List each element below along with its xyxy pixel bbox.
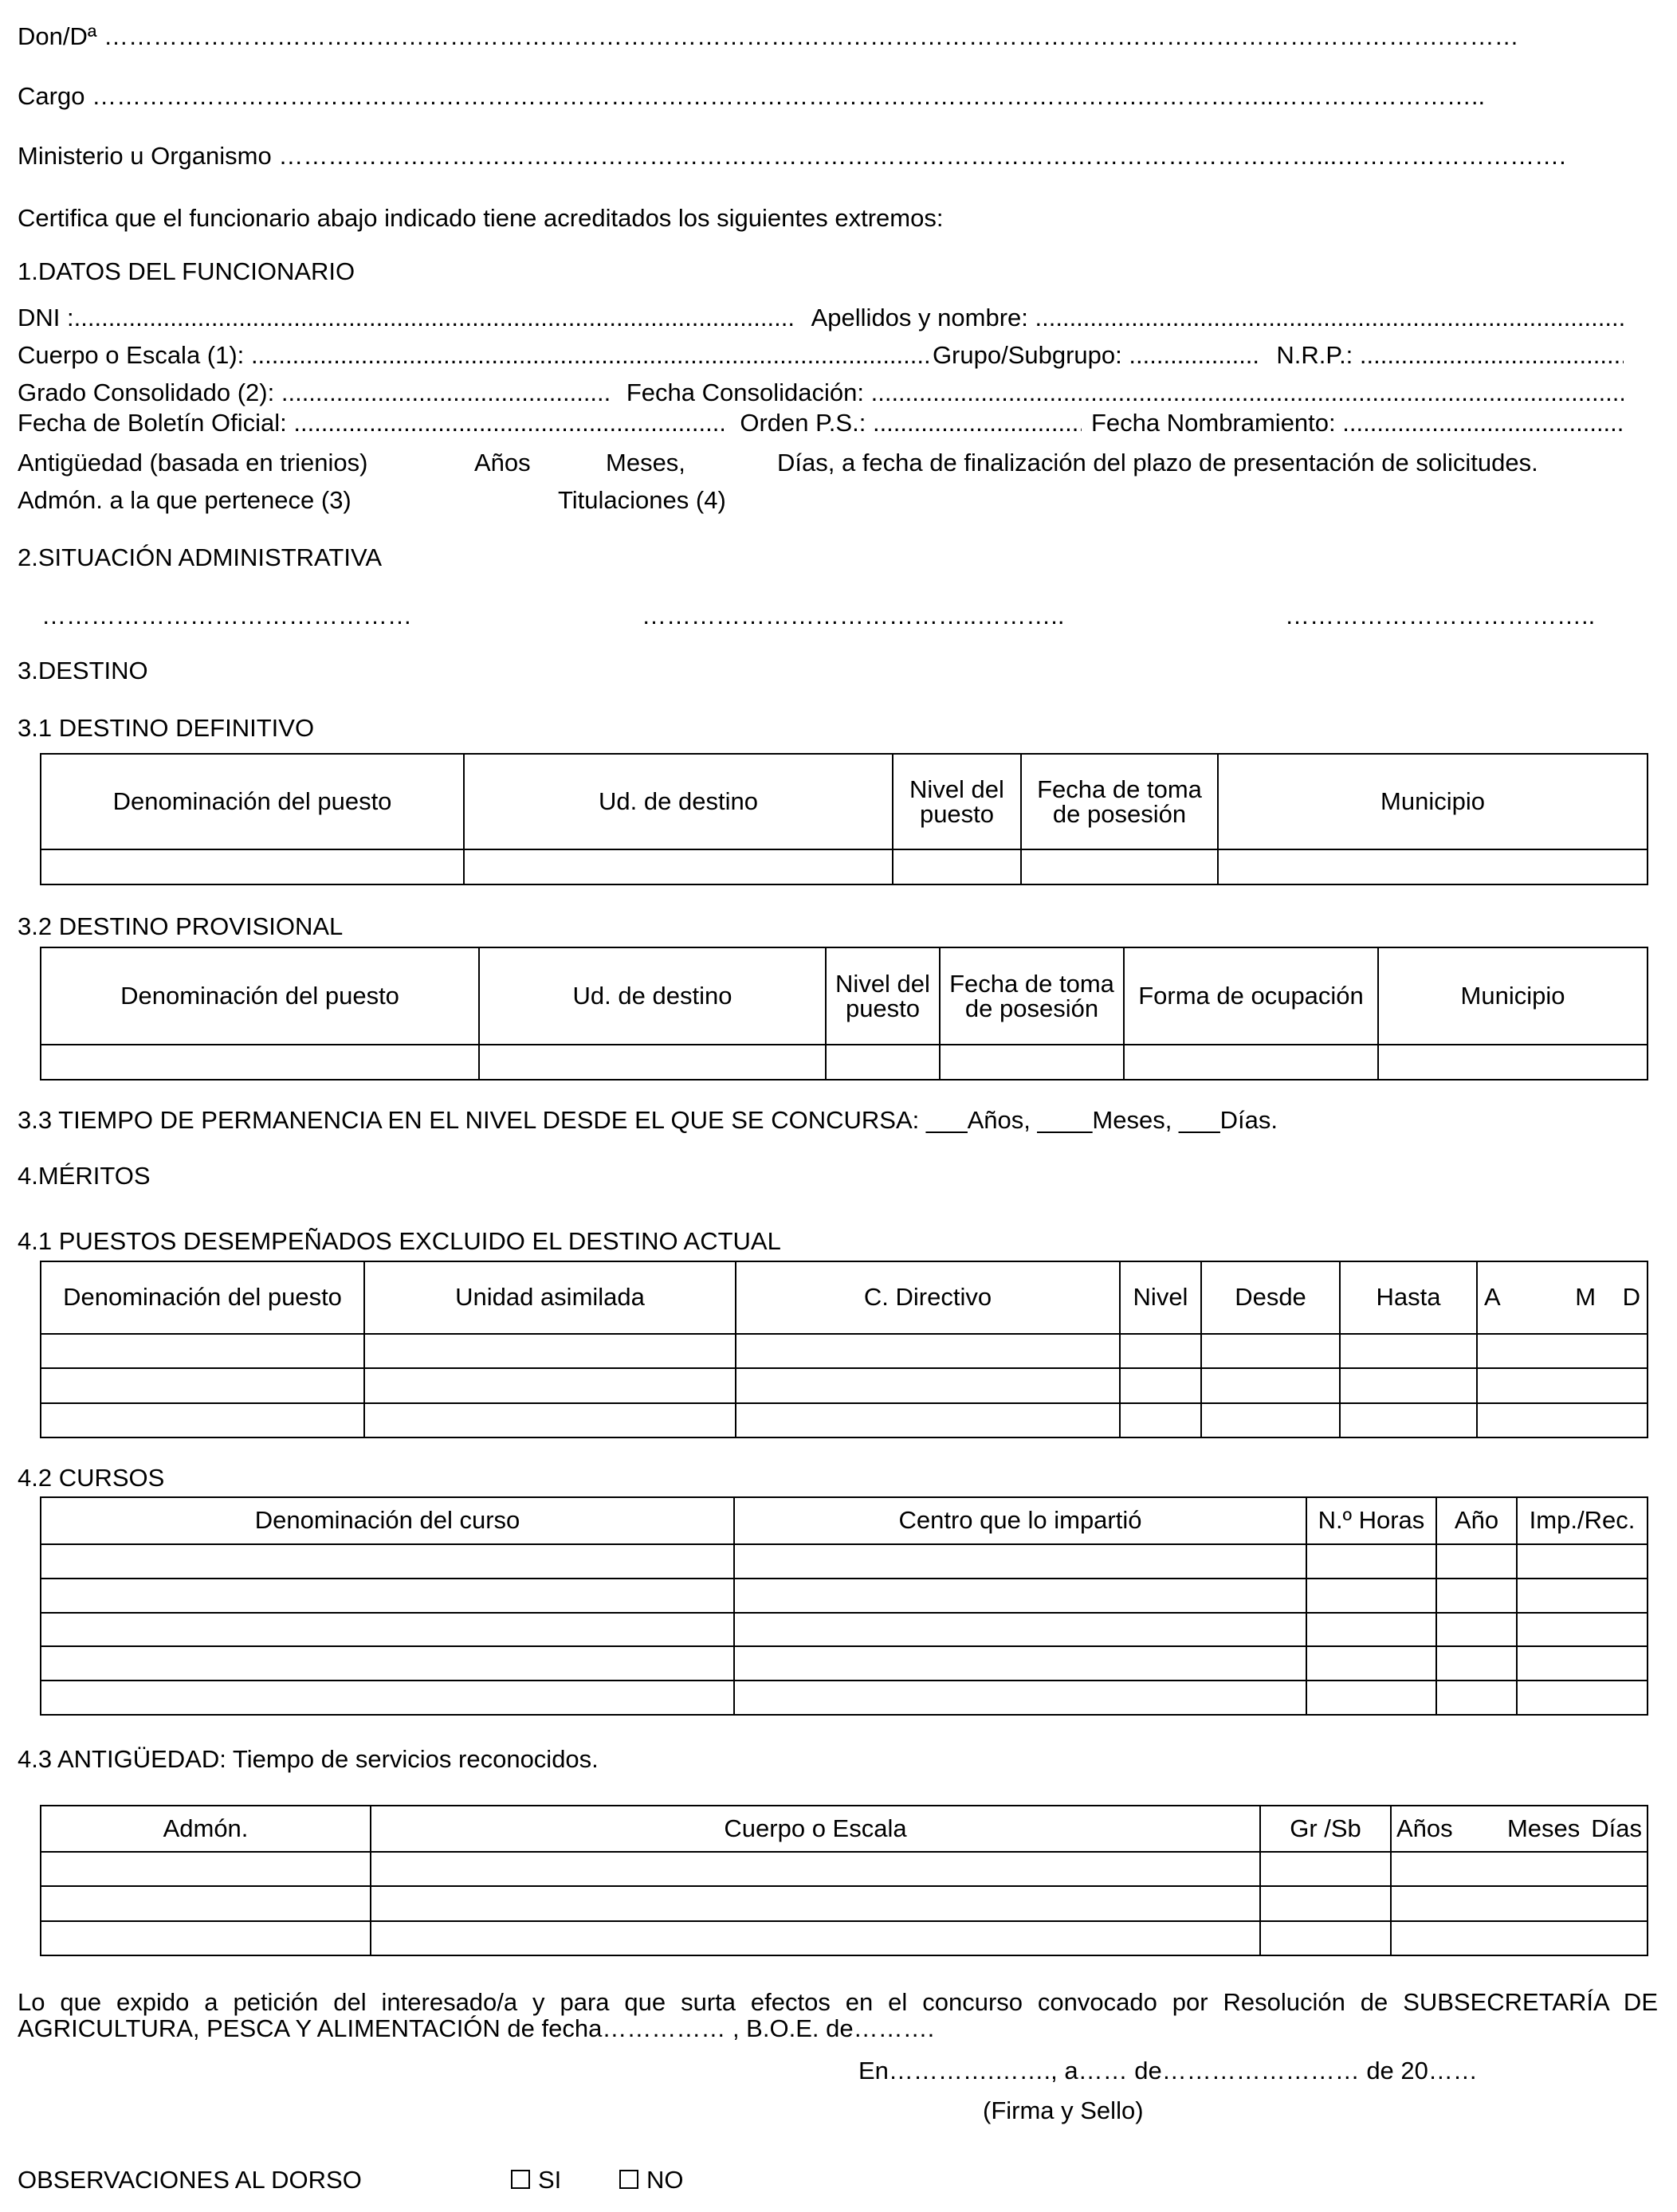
meses-label: Meses, <box>606 449 685 477</box>
header-anos-meses-dias <box>1391 1806 1648 1852</box>
header-fecha-toma: Fecha de toma de posesión <box>1021 754 1218 849</box>
table-row[interactable] <box>41 1544 1648 1579</box>
section3-title: 3.DESTINO <box>18 657 148 684</box>
ministerio-dots: ………………………………………………………………………………………………………………...………………………. <box>278 142 1566 170</box>
header-denominacion: Denominación del puesto <box>41 1261 364 1334</box>
don-label: Don/Dª <box>18 22 97 50</box>
cuerpo-line[interactable] <box>18 343 1624 367</box>
header-desde: Desde <box>1201 1261 1340 1334</box>
header-nivel: Nivel del puesto <box>893 754 1021 849</box>
orden-field[interactable] <box>873 410 1082 435</box>
lugar-fecha[interactable]: En………….……., a…… de…………………… de 20…… <box>858 2057 1478 2085</box>
header-forma-ocupacion: Forma de ocupación <box>1124 947 1378 1045</box>
antiguedad-table <box>40 1805 1648 1956</box>
header-hasta: Hasta <box>1340 1261 1477 1334</box>
header-cuerpo-escala: Cuerpo o Escala <box>371 1806 1260 1852</box>
dni-field[interactable] <box>74 305 795 330</box>
header-horas: N.º Horas <box>1306 1497 1436 1544</box>
definitivo-title: 3.1 DESTINO DEFINITIVO <box>18 714 315 742</box>
ministerio-label: Ministerio u Organismo <box>18 142 272 170</box>
certifica-text: Certifica que el funcionario abajo indicado tiene acreditados los siguientes extremos: <box>18 204 944 232</box>
table-row[interactable] <box>41 1921 1648 1955</box>
table-row[interactable] <box>41 1852 1648 1886</box>
si-option[interactable] <box>511 2167 561 2192</box>
table-row[interactable] <box>41 1403 1648 1437</box>
nrp-field[interactable] <box>1360 343 1624 367</box>
section2-title: 2.SITUACIÓN ADMINISTRATIVA <box>18 543 383 571</box>
table-row[interactable] <box>41 1646 1648 1681</box>
table-row[interactable] <box>41 1886 1648 1920</box>
expido-text: Lo que expido a petición del interesado/a y para que surta efectos en el concurso convocado por Resolución de SUBSECRETARÍA DE AGRICULTURA, PESCA Y ALIMENTACIÓN de fecha…………… , B.O.E. de………. <box>18 1988 1658 2042</box>
grado-line[interactable] <box>18 380 1624 405</box>
table-row[interactable] <box>41 1368 1648 1402</box>
header-d: D <box>1622 1283 1640 1312</box>
firma-sello: (Firma y Sello) <box>983 2096 1144 2124</box>
header-ano: Año <box>1436 1497 1517 1544</box>
cursos-table <box>40 1496 1648 1716</box>
no-checkbox[interactable] <box>619 2170 638 2189</box>
titulaciones-label: Titulaciones (4) <box>558 486 726 514</box>
apellidos-label: Apellidos y nombre: <box>811 304 1028 331</box>
si-checkbox[interactable] <box>511 2170 530 2189</box>
header-admon: Admón. <box>41 1806 371 1852</box>
cuerpo-field[interactable] <box>251 343 933 367</box>
don-dots: ……………………………………………………………………………………………………………………………………………….……… <box>103 22 1519 50</box>
header-c-directivo: C. Directivo <box>736 1261 1120 1334</box>
fecha-boletin-label: Fecha de Boletín Oficial: <box>18 409 287 437</box>
header-imp-rec: Imp./Rec. <box>1517 1497 1648 1544</box>
header-nivel: Nivel <box>1120 1261 1201 1334</box>
cursos-title: 4.2 CURSOS <box>18 1464 165 1492</box>
puestos-table <box>40 1261 1648 1438</box>
header-municipio: Municipio <box>1378 947 1648 1045</box>
header-denominacion: Denominación del puesto <box>41 947 479 1045</box>
header-gr-sb: Gr /Sb <box>1260 1806 1391 1852</box>
header-centro: Centro que lo impartió <box>734 1497 1306 1544</box>
header-municipio: Municipio <box>1218 754 1648 849</box>
fecha-boletin-field[interactable] <box>293 410 724 435</box>
antiguedad-label: Antigüedad (basada en trienios) <box>18 449 368 477</box>
grado-label: Grado Consolidado (2): <box>18 378 275 406</box>
table-row[interactable] <box>41 1579 1648 1613</box>
section4-title: 4.MÉRITOS <box>18 1162 151 1190</box>
header-meses: Meses <box>1506 1814 1581 1842</box>
header-ud-destino: Ud. de destino <box>479 947 826 1045</box>
section1-title: 1.DATOS DEL FUNCIONARIO <box>18 257 355 285</box>
table-row[interactable] <box>41 1334 1648 1368</box>
table-row[interactable] <box>41 849 1648 884</box>
dni-label: DNI : <box>18 304 74 331</box>
cuerpo-label: Cuerpo o Escala (1): <box>18 341 245 369</box>
ministerio-line[interactable] <box>18 143 1624 168</box>
header-denominacion-curso: Denominación del curso <box>41 1497 734 1544</box>
fecha-nombramiento-label: Fecha Nombramiento: <box>1090 409 1336 437</box>
situacion-dots-1[interactable]: ……………………………………… <box>41 602 412 629</box>
grado-field[interactable] <box>281 380 612 405</box>
observaciones-label: OBSERVACIONES AL DORSO <box>18 2166 362 2194</box>
situacion-dots-2[interactable]: …………………………………..……….. <box>642 602 1065 629</box>
dias-label: Días, a fecha de finalización del plazo de presentación de solicitudes. <box>777 449 1538 477</box>
cargo-dots: ……………………………………………………………………………………………………………….……………..…………………….. <box>92 82 1486 110</box>
provisional-title: 3.2 DESTINO PROVISIONAL <box>18 912 344 940</box>
table-row[interactable] <box>41 1613 1648 1647</box>
don-line[interactable] <box>18 24 1624 49</box>
fecha-consolidacion-field[interactable] <box>871 380 1624 405</box>
header-dias: Días <box>1591 1814 1642 1842</box>
header-a: A <box>1484 1283 1501 1312</box>
grupo-label: Grupo/Subgrupo: <box>932 341 1122 369</box>
table-row[interactable] <box>41 1045 1648 1080</box>
no-option[interactable] <box>619 2167 684 2192</box>
header-amd <box>1477 1261 1648 1334</box>
cargo-label: Cargo <box>18 82 85 110</box>
situacion-dots-3[interactable]: ……………………………….. <box>1285 602 1596 629</box>
header-denominacion: Denominación del puesto <box>41 754 464 849</box>
grupo-field[interactable] <box>1129 343 1260 367</box>
apellidos-field[interactable] <box>1035 305 1624 330</box>
permanencia-text[interactable]: 3.3 TIEMPO DE PERMANENCIA EN EL NIVEL DESDE EL QUE SE CONCURSA: ___Años, ____Meses, ___Días. <box>18 1106 1278 1134</box>
header-m: M <box>1575 1283 1596 1312</box>
no-label: NO <box>646 2166 684 2194</box>
si-label: SI <box>538 2166 562 2194</box>
fecha-consolidacion-label: Fecha Consolidación: <box>626 378 864 406</box>
header-unidad-asimilada: Unidad asimilada <box>364 1261 736 1334</box>
antiguedad-title: 4.3 ANTIGÜEDAD: Tiempo de servicios reconocidos. <box>18 1745 599 1773</box>
orden-label: Orden P.S.: <box>740 409 866 437</box>
header-fecha-toma: Fecha de toma de posesión <box>940 947 1124 1045</box>
nrp-label: N.R.P.: <box>1276 341 1353 369</box>
header-anos: Años <box>1396 1814 1453 1842</box>
destino-definitivo-table <box>40 753 1648 885</box>
admon-label: Admón. a la que pertenece (3) <box>18 486 352 514</box>
fecha-nombramiento-field[interactable] <box>1342 410 1624 435</box>
anos-label: Años <box>474 449 531 477</box>
destino-provisional-table <box>40 947 1648 1081</box>
cargo-line[interactable] <box>18 84 1624 108</box>
boletin-line[interactable] <box>18 410 1624 435</box>
header-nivel: Nivel del puesto <box>826 947 940 1045</box>
header-ud-destino: Ud. de destino <box>464 754 893 849</box>
puestos-title: 4.1 PUESTOS DESEMPEÑADOS EXCLUIDO EL DESTINO ACTUAL <box>18 1227 781 1255</box>
table-row[interactable] <box>41 1681 1648 1715</box>
dni-line[interactable] <box>18 305 1624 330</box>
